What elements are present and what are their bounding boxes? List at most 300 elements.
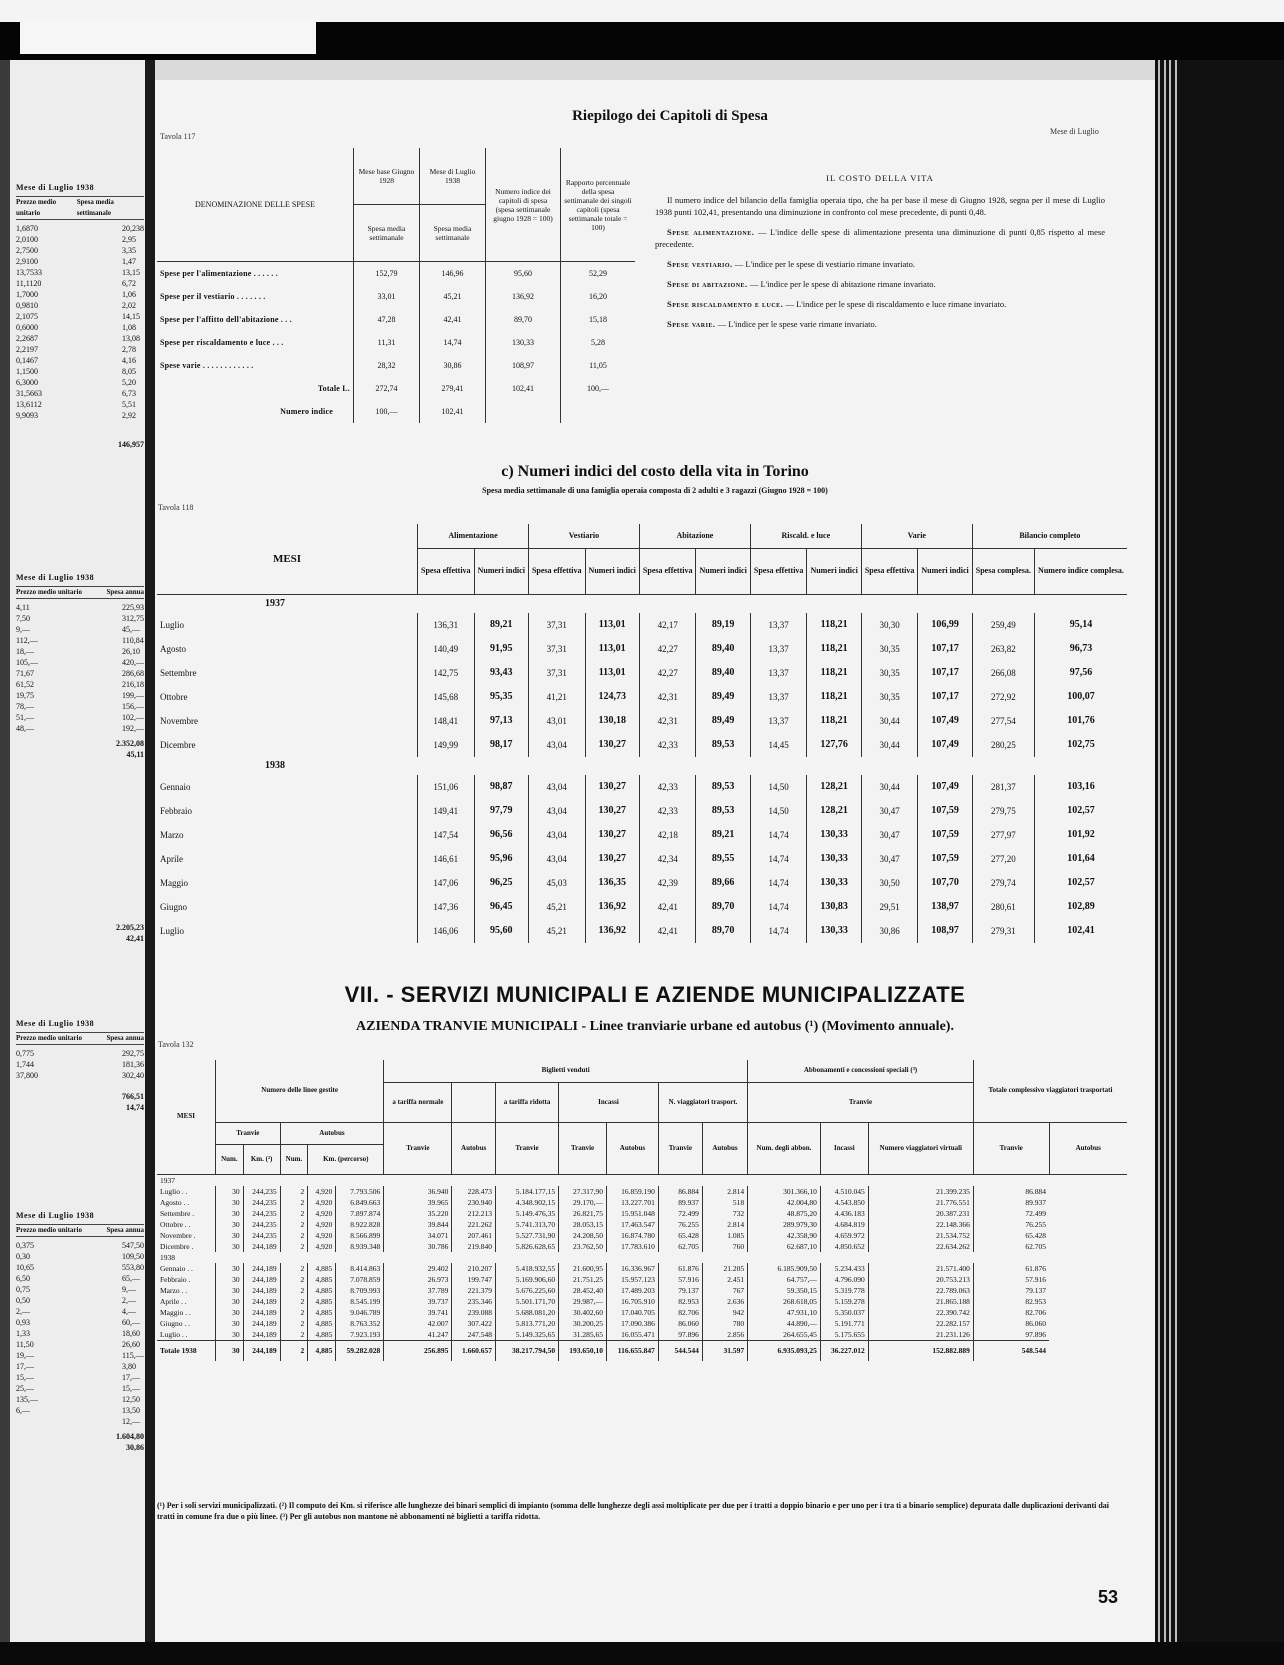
value-cell: 16.055.471 <box>607 1329 659 1341</box>
value-cell: 138,97 <box>918 895 972 919</box>
value-cell: 30,44 <box>861 775 918 799</box>
cell-rapp <box>561 400 636 423</box>
month-label: Aprile <box>160 853 183 864</box>
costo-p2 <box>655 226 1105 250</box>
tranvie-row <box>157 1208 1127 1219</box>
riepilogo-row <box>157 400 635 423</box>
prezzi-list <box>16 602 38 734</box>
value-cell: 136,31 <box>418 613 475 637</box>
value-cell: 2 <box>280 1285 308 1296</box>
scan-white-tab <box>20 22 316 54</box>
subheader: Numeri indici <box>585 548 639 594</box>
cell-rapp: 16,20 <box>561 285 636 308</box>
prezzo-value: 71,67 <box>16 669 34 678</box>
value-cell: 2 <box>280 1329 308 1341</box>
value-cell: 136,92 <box>585 895 639 919</box>
value-cell: 4.850.652 <box>820 1241 868 1252</box>
value-cell: 89,40 <box>696 661 750 685</box>
spesa-value: 2,92 <box>122 411 136 420</box>
prezzi-list <box>16 1048 38 1081</box>
value-cell: 13,37 <box>750 637 807 661</box>
value-cell: 37,31 <box>528 637 585 661</box>
spesa-value: 6,72 <box>122 279 136 288</box>
value-cell: 13,37 <box>750 661 807 685</box>
value-cell: 30 <box>216 1219 244 1230</box>
spesa-value: 3,80 <box>122 1362 136 1371</box>
value-cell: 244,189 <box>243 1241 280 1252</box>
value-cell: 130,27 <box>585 775 639 799</box>
spesa-value: 2,02 <box>122 301 136 310</box>
numeri-indici-body <box>157 594 1127 943</box>
col-tariffa-ridotta: a tariffa ridotta <box>495 1082 558 1122</box>
value-cell: 21.205 <box>702 1263 747 1274</box>
value-cell: 96,56 <box>474 823 528 847</box>
value-cell: 5.501.171,70 <box>495 1296 558 1307</box>
value-cell: 42,33 <box>639 733 696 757</box>
value-cell: 280,25 <box>972 733 1034 757</box>
value-cell: 136,92 <box>585 919 639 943</box>
h-num-abbonati: Num. degli abbon. <box>748 1122 821 1174</box>
subheader: Numero indice complesa. <box>1034 548 1127 594</box>
cell-indice: 89,70 <box>486 308 561 331</box>
cell-base: 47,28 <box>354 308 420 331</box>
value-cell: 17.489.203 <box>607 1285 659 1296</box>
prezzo-value: 15,— <box>16 1373 34 1382</box>
spese-list <box>122 1048 144 1081</box>
value-cell: 147,36 <box>418 895 475 919</box>
spesa-value: 65,— <box>122 1274 140 1283</box>
month-label: Dicembre <box>160 739 196 750</box>
value-cell: 259,49 <box>972 613 1034 637</box>
col-incassi: Incassi <box>559 1082 659 1122</box>
subheader: Numeri indici <box>807 548 861 594</box>
prezzo-value: 2,— <box>16 1307 30 1316</box>
cell-luglio: 42,41 <box>420 308 486 331</box>
col-spesa-luglio: Spesa media settimanale <box>420 205 486 262</box>
h-autobus-1: Autobus <box>452 1122 496 1174</box>
prezzo-value: 0,1467 <box>16 356 38 365</box>
tranvie-row <box>157 1241 1127 1252</box>
value-cell: 76.255 <box>658 1219 702 1230</box>
value-cell: 30,35 <box>861 685 918 709</box>
left-block-title: Mese di Luglio 1938 <box>16 573 95 582</box>
value-cell: 130,33 <box>807 871 861 895</box>
tranvie-body <box>157 1174 1127 1361</box>
prezzo-value: 9,— <box>16 625 30 634</box>
riepilogo-title: Riepilogo dei Capitoli di Spesa <box>572 108 768 124</box>
value-cell: 29.987,— <box>559 1296 607 1307</box>
value-cell: 7.793.506 <box>336 1186 384 1197</box>
value-cell: 7.923.193 <box>336 1329 384 1341</box>
cell-base: 272,74 <box>354 377 420 400</box>
tavola-118-label: Tavola 118 <box>158 503 194 512</box>
spesa-value: 115,— <box>122 1351 144 1360</box>
prezzo-value: 4,11 <box>16 603 30 612</box>
value-cell: 101,92 <box>1034 823 1127 847</box>
prezzo-value: 0,50 <box>16 1296 30 1305</box>
value-cell: 103,16 <box>1034 775 1127 799</box>
value-cell: 130,83 <box>807 895 861 919</box>
left-block-total: 766,51 <box>122 1092 144 1101</box>
prezzo-value: 19,75 <box>16 691 34 700</box>
col-numero-indice: Numero indice dei capitoli di spesa (spesa settimanale giugno 1928 = 100) <box>486 148 561 262</box>
spesa-value: 225,93 <box>122 603 144 612</box>
value-cell: 145,68 <box>418 685 475 709</box>
month-row <box>157 661 1127 685</box>
value-cell: 244,189 <box>243 1274 280 1285</box>
value-cell: 5.418.932,55 <box>495 1263 558 1274</box>
value-cell: 307.422 <box>452 1318 496 1329</box>
value-cell: 35.220 <box>384 1208 452 1219</box>
value-cell: 21.399.235 <box>868 1186 973 1197</box>
value-cell: 128,21 <box>807 775 861 799</box>
row-label: Spese varie . . . . . . . . . . . . <box>160 361 254 370</box>
spesa-value: 109,50 <box>122 1252 144 1261</box>
spesa-value: 1,47 <box>122 257 136 266</box>
total-cell: 59.282.028 <box>336 1340 384 1361</box>
value-cell: 44.890,— <box>748 1318 821 1329</box>
prezzo-value: 2,1075 <box>16 312 38 321</box>
value-cell: 264.655,45 <box>748 1329 821 1341</box>
value-cell: 16.705.910 <box>607 1296 659 1307</box>
value-cell: 2 <box>280 1296 308 1307</box>
value-cell: 107,49 <box>918 709 972 733</box>
value-cell: 124,73 <box>585 685 639 709</box>
month-row <box>157 685 1127 709</box>
value-cell: 23.762,50 <box>559 1241 607 1252</box>
month-label: Luglio <box>160 925 184 936</box>
col-prezzo: Prezzo medio unitario <box>16 1226 82 1234</box>
value-cell: 65.428 <box>973 1230 1049 1241</box>
value-cell: 5.191.771 <box>820 1318 868 1329</box>
prezzo-value: 1,6870 <box>16 224 38 233</box>
month-row <box>157 637 1127 661</box>
value-cell: 89,70 <box>696 895 750 919</box>
prezzo-value: 6,— <box>16 1406 30 1415</box>
value-cell: 4,920 <box>308 1219 336 1230</box>
value-cell: 8.922.828 <box>336 1219 384 1230</box>
left-block-total-2: 14,74 <box>126 1103 144 1112</box>
value-cell: 13,37 <box>750 709 807 733</box>
value-cell: 42,31 <box>639 709 696 733</box>
value-cell: 279,31 <box>972 919 1034 943</box>
spese-list <box>122 602 144 734</box>
value-cell: 22.634.262 <box>868 1241 973 1252</box>
costo-p3-text: — L'indice per le spese di vestiario rimane invariato. <box>734 259 916 269</box>
value-cell: 221.262 <box>452 1219 496 1230</box>
value-cell: 147,54 <box>418 823 475 847</box>
value-cell: 42,18 <box>639 823 696 847</box>
value-cell: 30,47 <box>861 823 918 847</box>
spesa-value: 312,75 <box>122 614 144 623</box>
cell-indice: 136,92 <box>486 285 561 308</box>
prezzo-value: 2,0100 <box>16 235 38 244</box>
value-cell: 5.676.225,60 <box>495 1285 558 1296</box>
value-cell: 42,41 <box>639 919 696 943</box>
costo-p6 <box>655 318 1105 330</box>
value-cell: 30 <box>216 1318 244 1329</box>
h-autobus-3: Autobus <box>607 1122 659 1174</box>
value-cell: 91,95 <box>474 637 528 661</box>
value-cell: 43,04 <box>528 799 585 823</box>
value-cell: 39.737 <box>384 1296 452 1307</box>
group-riscaldamento: Riscald. e luce <box>750 524 861 548</box>
value-cell: 61.876 <box>658 1263 702 1274</box>
value-cell: 2.636 <box>702 1296 747 1307</box>
value-cell: 4.510.045 <box>820 1186 868 1197</box>
value-cell: 140,49 <box>418 637 475 661</box>
month-label: Gennaio . . <box>160 1263 193 1273</box>
riepilogo-row <box>157 308 635 331</box>
tranvie-row <box>157 1307 1127 1318</box>
value-cell: 30 <box>216 1208 244 1219</box>
value-cell: 780 <box>702 1318 747 1329</box>
h-tranvie-3: Tranvie <box>559 1122 607 1174</box>
spesa-value: 9,— <box>122 1285 136 1294</box>
col-tariffa-normale-blank <box>452 1082 496 1122</box>
tranvie-row <box>157 1285 1127 1296</box>
prezzo-value: 11,1120 <box>16 279 42 288</box>
month-label: Gennaio <box>160 781 191 792</box>
col-spesa: Spesa media settimanale <box>76 198 114 217</box>
month-row <box>157 799 1127 823</box>
total-cell: 6.935.093,25 <box>748 1340 821 1361</box>
value-cell: 277,20 <box>972 847 1034 871</box>
value-cell: 239.088 <box>452 1307 496 1318</box>
prezzo-value: 1,33 <box>16 1329 30 1338</box>
value-cell: 89,55 <box>696 847 750 871</box>
value-cell: 22.282.157 <box>868 1318 973 1329</box>
cell-luglio: 14,74 <box>420 331 486 354</box>
prezzo-value: 10,65 <box>16 1263 34 1272</box>
left-block-5 <box>16 1210 144 1453</box>
value-cell: 244,189 <box>243 1329 280 1341</box>
value-cell: 82.953 <box>973 1296 1049 1307</box>
cell-indice: 130,33 <box>486 331 561 354</box>
value-cell: 13,37 <box>750 613 807 637</box>
subheader: Spesa effettiva <box>418 548 475 594</box>
cell-luglio: 146,96 <box>420 262 486 286</box>
value-cell: 113,01 <box>585 661 639 685</box>
left-block-total: 146,957 <box>118 440 144 449</box>
value-cell: 61.876 <box>973 1263 1049 1274</box>
value-cell: 95,14 <box>1034 613 1127 637</box>
costo-p3 <box>655 258 1105 270</box>
value-cell: 28.053,15 <box>559 1219 607 1230</box>
cell-base: 100,— <box>354 400 420 423</box>
month-row <box>157 823 1127 847</box>
value-cell: 89.937 <box>973 1197 1049 1208</box>
total-cell: 244,189 <box>243 1340 280 1361</box>
value-cell: 22.789.063 <box>868 1285 973 1296</box>
value-cell: 89,53 <box>696 799 750 823</box>
year-label: 1937 <box>265 598 285 609</box>
value-cell: 89,53 <box>696 733 750 757</box>
value-cell: 43,04 <box>528 847 585 871</box>
spesa-value: 420,— <box>122 658 144 667</box>
total-cell: 2 <box>280 1340 308 1361</box>
prezzo-value: 0,6000 <box>16 323 38 332</box>
value-cell: 62.705 <box>658 1241 702 1252</box>
value-cell: 97,79 <box>474 799 528 823</box>
total-label: Totale 1938 <box>157 1340 216 1361</box>
value-cell: 42,39 <box>639 871 696 895</box>
value-cell: 42,17 <box>639 613 696 637</box>
left-block-4 <box>16 1018 144 1113</box>
value-cell: 14,74 <box>750 871 807 895</box>
riepilogo-row <box>157 377 635 400</box>
value-cell: 212.213 <box>452 1208 496 1219</box>
value-cell: 230.940 <box>452 1197 496 1208</box>
numeri-indici-subtitle: Spesa media settimanale di una famiglia operaia composta di 2 adulti e 3 ragazzi (Giugno 1928 = 100) <box>482 486 828 495</box>
col-mesi: MESI <box>157 524 418 594</box>
spesa-value: 553,80 <box>122 1263 144 1272</box>
riepilogo-row <box>157 354 635 377</box>
value-cell: 136,35 <box>585 871 639 895</box>
tranvie-row <box>157 1329 1127 1341</box>
value-cell: 127,76 <box>807 733 861 757</box>
value-cell: 244,189 <box>243 1285 280 1296</box>
value-cell: 27.317,90 <box>559 1186 607 1197</box>
value-cell: 5.149.325,65 <box>495 1329 558 1341</box>
tranvie-row <box>157 1296 1127 1307</box>
value-cell: 30 <box>216 1186 244 1197</box>
value-cell: 146,06 <box>418 919 475 943</box>
month-label: Luglio . . <box>160 1329 188 1339</box>
col-n-viaggiatori: N. viaggiatori trasport. <box>658 1082 747 1122</box>
value-cell: 17.463.547 <box>607 1219 659 1230</box>
total-cell: 256.895 <box>384 1340 452 1361</box>
year-label: 1938 <box>160 1252 175 1262</box>
value-cell: 16.336.967 <box>607 1263 659 1274</box>
value-cell: 219.840 <box>452 1241 496 1252</box>
spesa-value: 26,10 <box>122 647 140 656</box>
value-cell: 4,920 <box>308 1230 336 1241</box>
value-cell: 29.170,— <box>559 1197 607 1208</box>
value-cell: 30,50 <box>861 871 918 895</box>
value-cell: 130,27 <box>585 733 639 757</box>
spesa-value: 1,08 <box>122 323 136 332</box>
value-cell: 13,37 <box>750 685 807 709</box>
value-cell: 82.706 <box>658 1307 702 1318</box>
prezzo-value: 7,50 <box>16 614 30 623</box>
spesa-value: 2,95 <box>122 235 136 244</box>
value-cell: 2 <box>280 1263 308 1274</box>
value-cell: 263,82 <box>972 637 1034 661</box>
month-label: Aprile . . <box>160 1296 187 1306</box>
costo-p5-key: Spese riscaldamento e luce. <box>667 299 784 309</box>
value-cell: 5.688.081,20 <box>495 1307 558 1318</box>
cell-rapp: 52,29 <box>561 262 636 286</box>
month-label: Agosto . . <box>160 1197 190 1207</box>
value-cell: 30 <box>216 1241 244 1252</box>
tranvie-row <box>157 1186 1127 1197</box>
prezzo-value: 13,6112 <box>16 400 42 409</box>
value-cell: 4,885 <box>308 1307 336 1318</box>
prezzo-value: 31,5663 <box>16 389 42 398</box>
value-cell: 79.137 <box>658 1285 702 1296</box>
value-cell: 148,41 <box>418 709 475 733</box>
value-cell: 14,74 <box>750 895 807 919</box>
value-cell: 281,37 <box>972 775 1034 799</box>
costo-vita-text <box>655 172 1105 338</box>
spesa-value: 17,— <box>122 1373 140 1382</box>
value-cell: 4,885 <box>308 1285 336 1296</box>
value-cell: 118,21 <box>807 685 861 709</box>
month-row <box>157 709 1127 733</box>
value-cell: 130,33 <box>807 823 861 847</box>
spesa-value: 13,50 <box>122 1406 140 1415</box>
value-cell: 106,99 <box>918 613 972 637</box>
value-cell: 86.884 <box>658 1186 702 1197</box>
value-cell: 97.896 <box>658 1329 702 1341</box>
prezzi-list <box>16 223 42 421</box>
month-label: Febbraio . <box>160 1274 191 1284</box>
value-cell: 8.414.863 <box>336 1263 384 1274</box>
cell-indice <box>486 400 561 423</box>
prezzo-value: 0,375 <box>16 1241 34 1250</box>
value-cell: 5.175.655 <box>820 1329 868 1341</box>
row-label: Spese per il vestiario . . . . . . . <box>160 292 266 301</box>
spesa-value: 547,50 <box>122 1241 144 1250</box>
spesa-value: 110,84 <box>122 636 144 645</box>
value-cell: 82.953 <box>658 1296 702 1307</box>
value-cell: 95,60 <box>474 919 528 943</box>
prezzo-value: 0,9810 <box>16 301 38 310</box>
col-spesa: Spesa annua <box>106 1226 144 1234</box>
value-cell: 244,189 <box>243 1307 280 1318</box>
value-cell: 42,33 <box>639 775 696 799</box>
prezzo-value: 0,75 <box>16 1285 30 1294</box>
value-cell: 30,44 <box>861 709 918 733</box>
total-cell: 152.882.889 <box>868 1340 973 1361</box>
value-cell: 8.545.199 <box>336 1296 384 1307</box>
prezzo-value: 2,9100 <box>16 257 38 266</box>
value-cell: 97,13 <box>474 709 528 733</box>
value-cell: 39.844 <box>384 1219 452 1230</box>
total-cell: 38.217.794,50 <box>495 1340 558 1361</box>
cell-luglio: 279,41 <box>420 377 486 400</box>
value-cell: 107,70 <box>918 871 972 895</box>
value-cell: 2 <box>280 1208 308 1219</box>
col-rapporto: Rapporto percentuale della spesa settimanale dei singoli capitoli (spesa settimanale totale = 100) <box>561 148 636 262</box>
value-cell: 5.319.778 <box>820 1285 868 1296</box>
col-prezzo: Prezzo medio unitario <box>16 198 57 217</box>
value-cell: 42.007 <box>384 1318 452 1329</box>
h-autobus-tot: Autobus <box>1049 1122 1127 1174</box>
value-cell: 107,49 <box>918 775 972 799</box>
spesa-value: 18,60 <box>122 1329 140 1338</box>
value-cell: 518 <box>702 1197 747 1208</box>
value-cell: 89,21 <box>696 823 750 847</box>
value-cell: 30.200,25 <box>559 1318 607 1329</box>
value-cell: 89,21 <box>474 613 528 637</box>
spesa-value: 26,60 <box>122 1340 140 1349</box>
spesa-value: 156,— <box>122 702 144 711</box>
value-cell: 72.499 <box>658 1208 702 1219</box>
value-cell: 107,49 <box>918 733 972 757</box>
value-cell: 118,21 <box>807 637 861 661</box>
costo-p2-text: — L'indice delle spese di alimentazione presenta una diminuzione di punti 0,85 rispetto al mese precedente. <box>655 227 1105 249</box>
value-cell: 8.566.899 <box>336 1230 384 1241</box>
left-block-title: Mese di Luglio 1938 <box>16 1211 95 1220</box>
value-cell: 57.916 <box>658 1274 702 1285</box>
value-cell: 86.060 <box>658 1318 702 1329</box>
value-cell: 47.931,10 <box>748 1307 821 1318</box>
value-cell: 14,74 <box>750 823 807 847</box>
value-cell: 102,57 <box>1034 871 1127 895</box>
prezzo-value: 17,— <box>16 1362 34 1371</box>
